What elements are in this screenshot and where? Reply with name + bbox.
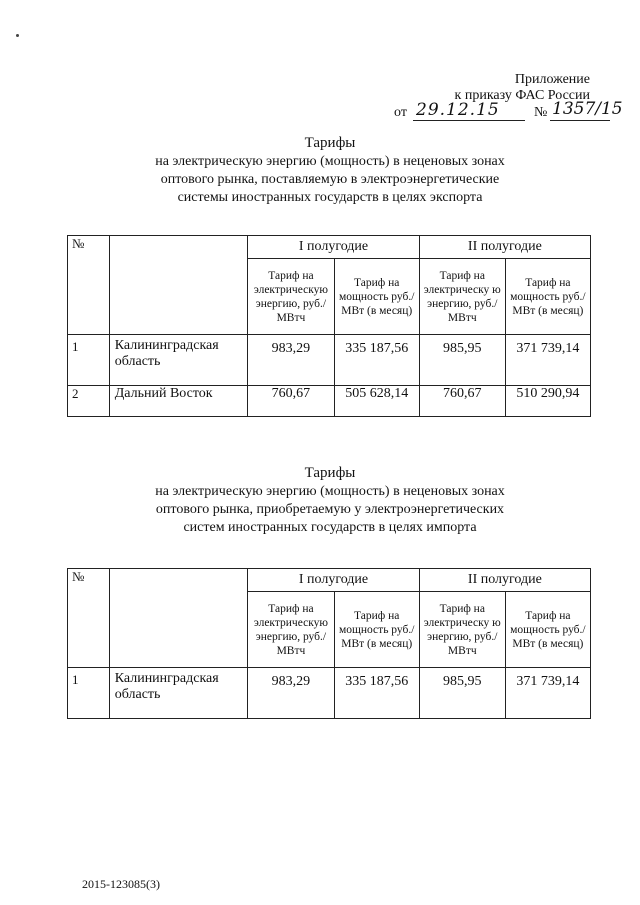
header-energy-tariff: Тариф на электрическую энергию, руб./МВтч: [248, 259, 334, 335]
table-row: [68, 335, 591, 386]
table1-title-block: [120, 134, 540, 207]
header-num: №: [68, 569, 110, 668]
header-region: [109, 569, 248, 668]
table-row: [68, 386, 591, 417]
row-num: 2: [68, 386, 110, 417]
appendix-title: Приложение: [514, 72, 590, 87]
header-capacity-tariff: Тариф на мощность руб./МВт (в месяц): [334, 259, 419, 335]
appendix-order-ref: к приказу ФАС России: [454, 88, 590, 103]
header-half1: I полугодие: [248, 569, 420, 592]
table2-subtitle-line: систем иностранных государств в целях импорта: [183, 520, 477, 535]
header-half1: I полугодие: [248, 236, 420, 259]
row-capacity-h2: 510 290,94: [505, 386, 590, 417]
export-tariff-table: [67, 235, 591, 417]
row-capacity-h2: 371 739,14: [505, 335, 590, 386]
number-underline: [550, 120, 610, 121]
row-capacity-h2: 371 739,14: [505, 668, 590, 719]
import-tariff-table: [67, 568, 591, 719]
handwritten-date: 29.12.15: [416, 100, 500, 120]
row-energy-h2: 985,95: [419, 335, 505, 386]
header-capacity-tariff: Тариф на мощность руб./МВт (в месяц): [334, 592, 419, 668]
table1-subtitle-line: на электрическую энергию (мощность) в неценовых зонах: [155, 154, 505, 169]
header-half2: II полугодие: [419, 569, 590, 592]
table1-subtitle-line: оптового рынка, поставляемую в электроэнергетические: [160, 172, 500, 187]
number-label: №: [534, 105, 548, 120]
header-half2: II полугодие: [419, 236, 590, 259]
row-energy-h1: 760,67: [248, 386, 334, 417]
row-energy-h2: 760,67: [419, 386, 505, 417]
row-region: Калининградская область: [109, 668, 248, 719]
row-energy-h2: 985,95: [419, 668, 505, 719]
header-capacity-tariff: Тариф на мощность руб./МВт (в месяц): [505, 259, 590, 335]
scan-speck: [16, 34, 19, 37]
row-energy-h1: 983,29: [248, 335, 334, 386]
document-code: 2015-123085(3): [82, 877, 160, 891]
row-capacity-h1: 335 187,56: [334, 668, 419, 719]
row-num: 1: [68, 668, 110, 719]
table-row: [68, 668, 591, 719]
table2-subtitle-line: оптового рынка, приобретаемую у электроэнергетических: [155, 502, 505, 517]
row-region: Дальний Восток: [109, 386, 248, 417]
date-underline: [413, 120, 525, 121]
order-date-number-line: [394, 99, 624, 123]
handwritten-order-number: 1357/15: [552, 99, 623, 119]
header-region: [109, 236, 248, 335]
table2-subtitle-line: на электрическую энергию (мощность) в неценовых зонах: [155, 484, 505, 499]
row-region: Калининградская область: [109, 335, 248, 386]
table2-title: Тарифы: [304, 465, 356, 481]
table2-title-block: [120, 464, 540, 537]
table1-title: Тарифы: [304, 135, 356, 151]
header-energy-tariff: Тариф на электрическую энергию, руб./МВтч: [248, 592, 334, 668]
table1-subtitle-line: системы иностранных государств в целях экспорта: [177, 190, 483, 205]
row-capacity-h1: 335 187,56: [334, 335, 419, 386]
header-energy-tariff: Тариф на электрическу ю энергию, руб./МВтч: [419, 259, 505, 335]
header-capacity-tariff: Тариф на мощность руб./МВт (в месяц): [505, 592, 590, 668]
row-capacity-h1: 505 628,14: [334, 386, 419, 417]
header-energy-tariff: Тариф на электрическу ю энергию, руб./МВтч: [419, 592, 505, 668]
header-num: №: [68, 236, 110, 335]
from-label: от: [394, 105, 407, 120]
row-energy-h1: 983,29: [248, 668, 334, 719]
row-num: 1: [68, 335, 110, 386]
